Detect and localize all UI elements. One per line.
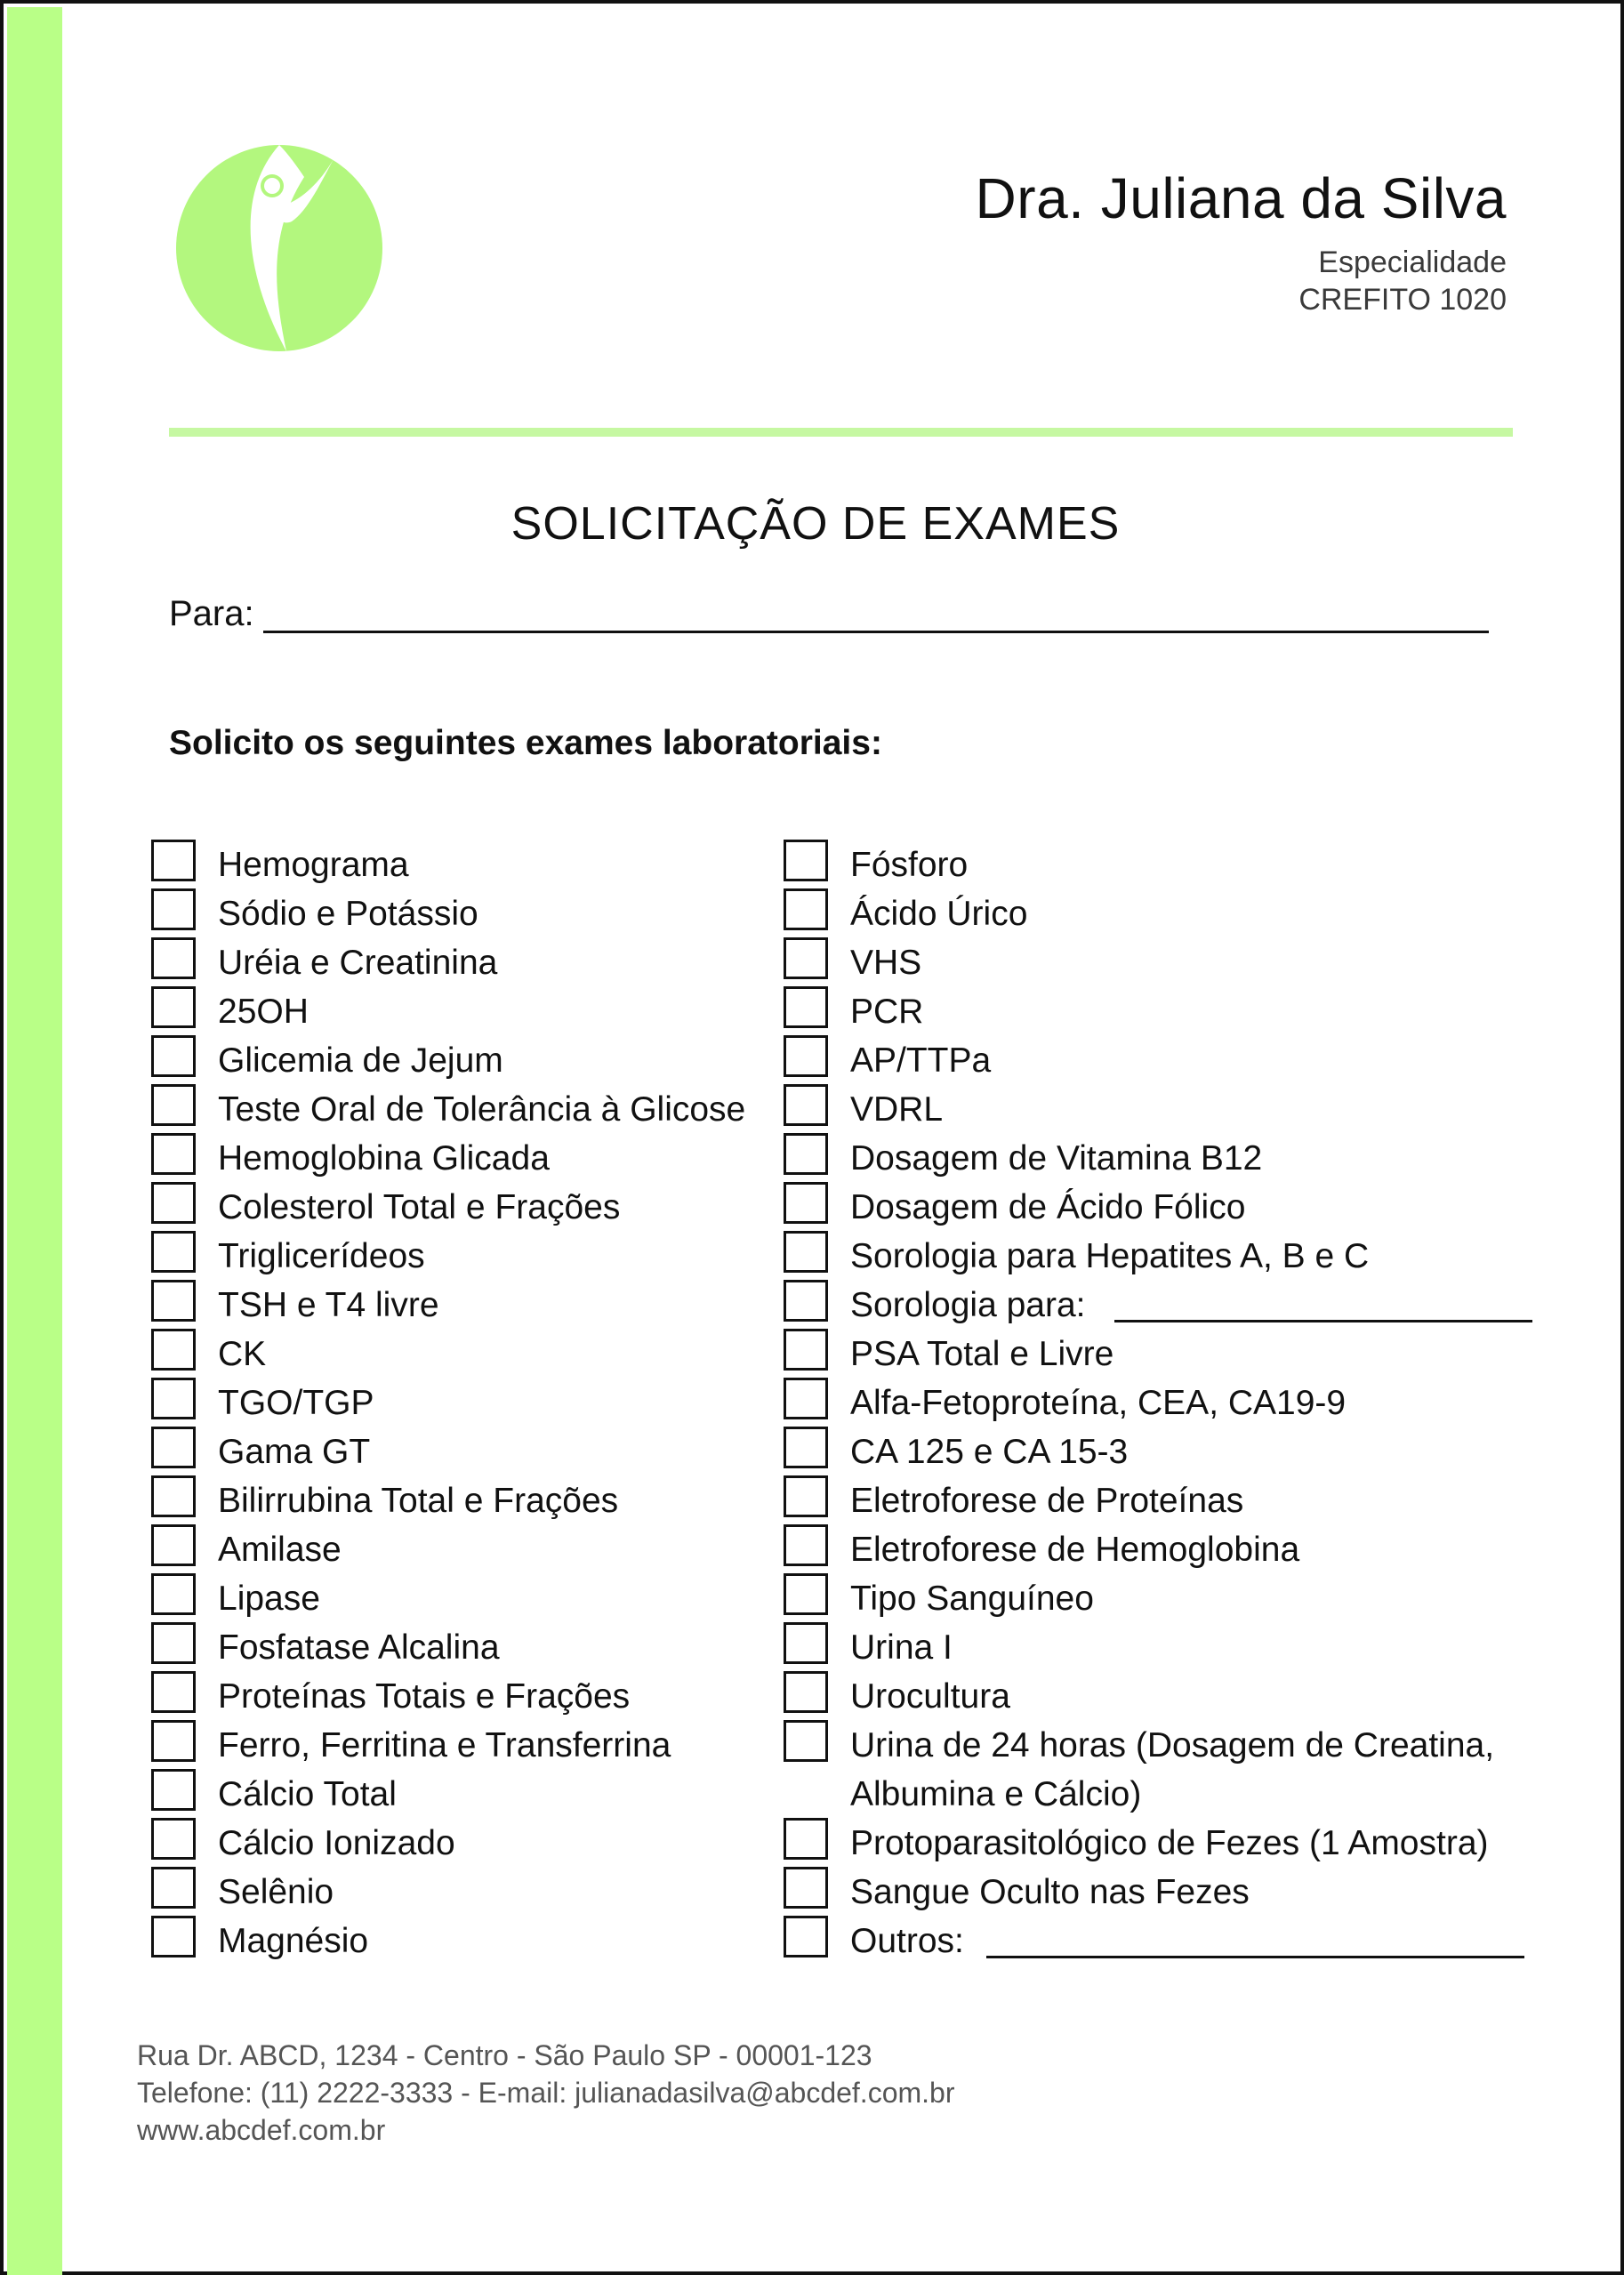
exam-label: Selênio <box>218 1873 334 1911</box>
exam-label: Proteínas Totais e Frações <box>218 1677 631 1716</box>
exam-checkbox[interactable] <box>151 1818 196 1860</box>
exam-checkbox[interactable] <box>784 1573 828 1615</box>
exam-label: Urina de 24 horas (Dosagem de Creatina, <box>850 1726 1495 1765</box>
exam-checkbox[interactable] <box>151 1084 196 1126</box>
exam-label: Magnésio <box>218 1922 369 1960</box>
specialty: Especialidade <box>1318 245 1507 279</box>
exam-checkbox[interactable] <box>784 1280 828 1322</box>
request-intro: Solicito os seguintes exames laboratoriais: <box>169 724 882 762</box>
exam-label: Alfa-Fetoproteína, CEA, CA19-9 <box>850 1384 1347 1422</box>
recipient-label: Para: <box>169 594 254 633</box>
exam-label: Urina I <box>850 1628 953 1667</box>
exam-label: Dosagem de Vitamina B12 <box>850 1139 1263 1178</box>
exam-label: Urocultura <box>850 1677 1010 1716</box>
exam-checkbox[interactable] <box>151 1475 196 1517</box>
exam-label: Protoparasitológico de Fezes (1 Amostra) <box>850 1824 1489 1862</box>
exam-checkbox[interactable] <box>784 1329 828 1371</box>
exam-checkbox[interactable] <box>151 1231 196 1273</box>
recipient-line[interactable] <box>263 631 1489 633</box>
exam-checkbox[interactable] <box>151 1427 196 1468</box>
exam-label: Gama GT <box>218 1433 371 1471</box>
exam-label: Hemograma <box>218 846 409 884</box>
exam-checkbox[interactable] <box>784 1182 828 1224</box>
exam-checkbox[interactable] <box>784 937 828 979</box>
exam-label: Sorologia para Hepatites A, B e C <box>850 1237 1370 1275</box>
exam-checkbox[interactable] <box>151 1524 196 1566</box>
exam-checkbox[interactable] <box>151 1329 196 1371</box>
exam-label: Sódio e Potássio <box>218 895 478 933</box>
exam-label: Teste Oral de Tolerância à Glicose <box>218 1090 746 1129</box>
exam-label: Eletroforese de Hemoglobina <box>850 1531 1300 1569</box>
exam-label: Dosagem de Ácido Fólico <box>850 1188 1246 1226</box>
exam-checkbox[interactable] <box>784 1818 828 1860</box>
form-title: SOLICITAÇÃO DE EXAMES <box>511 498 1121 550</box>
footer-website: www.abcdef.com.br <box>137 2114 386 2146</box>
exam-label: Lipase <box>218 1580 320 1618</box>
exam-label: Triglicerídeos <box>218 1237 425 1275</box>
exam-label: Sangue Oculto nas Fezes <box>850 1873 1250 1911</box>
exam-label: Glicemia de Jejum <box>218 1041 503 1080</box>
exam-label: Bilirrubina Total e Frações <box>218 1482 619 1520</box>
exam-checkbox[interactable] <box>784 1475 828 1517</box>
exam-label: Eletroforese de Proteínas <box>850 1482 1244 1520</box>
exam-checkbox[interactable] <box>151 1378 196 1419</box>
exam-checkbox[interactable] <box>784 1867 828 1909</box>
header-divider <box>169 428 1513 437</box>
exam-label: 25OH <box>218 993 309 1031</box>
exam-checkbox[interactable] <box>784 1378 828 1419</box>
exam-checkbox[interactable] <box>784 1916 828 1957</box>
footer-address: Rua Dr. ABCD, 1234 - Centro - São Paulo SP - 00001-123 <box>137 2039 872 2071</box>
exam-checkbox[interactable] <box>784 1720 828 1762</box>
exam-checkbox[interactable] <box>151 1671 196 1713</box>
write-in-line[interactable] <box>986 1955 1524 1958</box>
exam-checkbox[interactable] <box>151 1182 196 1224</box>
exam-label: VHS <box>850 944 922 982</box>
registry-number: CREFITO 1020 <box>1298 283 1507 317</box>
footer-contact-line: Telefone: (11) 2222-3333 - E-mail: julianadasilva@abcdef.com.br <box>137 2077 955 2109</box>
exam-label: Cálcio Total <box>218 1775 397 1813</box>
exam-checkbox[interactable] <box>151 937 196 979</box>
exam-label: Ferro, Ferritina e Transferrina <box>218 1726 671 1765</box>
exam-checkbox[interactable] <box>151 1622 196 1664</box>
exam-label: Albumina e Cálcio) <box>850 1775 1142 1813</box>
exam-checkbox[interactable] <box>151 1916 196 1957</box>
exam-checkbox[interactable] <box>784 1671 828 1713</box>
exam-checkbox[interactable] <box>151 1035 196 1077</box>
side-accent-bar <box>7 7 62 2275</box>
exam-label: CK <box>218 1335 267 1373</box>
exam-label: PCR <box>850 993 924 1031</box>
exam-checkbox[interactable] <box>784 1133 828 1175</box>
exam-checkbox[interactable] <box>151 986 196 1028</box>
exam-checkbox[interactable] <box>151 1133 196 1175</box>
exam-checkbox[interactable] <box>784 888 828 930</box>
exam-label: Cálcio Ionizado <box>218 1824 455 1862</box>
exam-checkbox[interactable] <box>784 840 828 881</box>
exam-label: Colesterol Total e Frações <box>218 1188 621 1226</box>
exam-checkbox[interactable] <box>784 1035 828 1077</box>
exam-label: CA 125 e CA 15-3 <box>850 1433 1129 1471</box>
exam-checkbox[interactable] <box>151 1280 196 1322</box>
exam-checkbox[interactable] <box>784 986 828 1028</box>
footer-contact <box>137 2037 954 2149</box>
exam-checkbox[interactable] <box>784 1622 828 1664</box>
exam-label: Sorologia para: <box>850 1286 1086 1324</box>
exam-label: Uréia e Creatinina <box>218 944 498 982</box>
exam-checkbox[interactable] <box>151 888 196 930</box>
exam-checkbox[interactable] <box>151 1720 196 1762</box>
exam-checkbox[interactable] <box>784 1427 828 1468</box>
exam-label: TGO/TGP <box>218 1384 374 1422</box>
exam-label: Hemoglobina Glicada <box>218 1139 550 1178</box>
doctor-name: Dra. Juliana da Silva <box>975 166 1507 230</box>
exam-checkbox[interactable] <box>151 1867 196 1909</box>
exam-label: Fósforo <box>850 846 969 884</box>
exam-checkbox[interactable] <box>151 1573 196 1615</box>
exam-checkbox[interactable] <box>151 840 196 881</box>
exam-label: VDRL <box>850 1090 944 1129</box>
exam-label: PSA Total e Livre <box>850 1335 1114 1373</box>
exam-label: TSH e T4 livre <box>218 1286 439 1324</box>
exam-checkbox[interactable] <box>784 1231 828 1273</box>
write-in-line[interactable] <box>1114 1319 1532 1322</box>
wellness-logo-icon <box>173 141 386 355</box>
exam-label: Ácido Úrico <box>850 895 1028 933</box>
exam-label: Fosfatase Alcalina <box>218 1628 500 1667</box>
exam-checkbox[interactable] <box>784 1084 828 1126</box>
exam-checkbox[interactable] <box>151 1769 196 1811</box>
exam-label: Outros: <box>850 1922 964 1960</box>
exam-checkbox[interactable] <box>784 1524 828 1566</box>
exam-label: Amilase <box>218 1531 342 1569</box>
exam-label: AP/TTPa <box>850 1041 992 1080</box>
exam-label: Tipo Sanguíneo <box>850 1580 1094 1618</box>
